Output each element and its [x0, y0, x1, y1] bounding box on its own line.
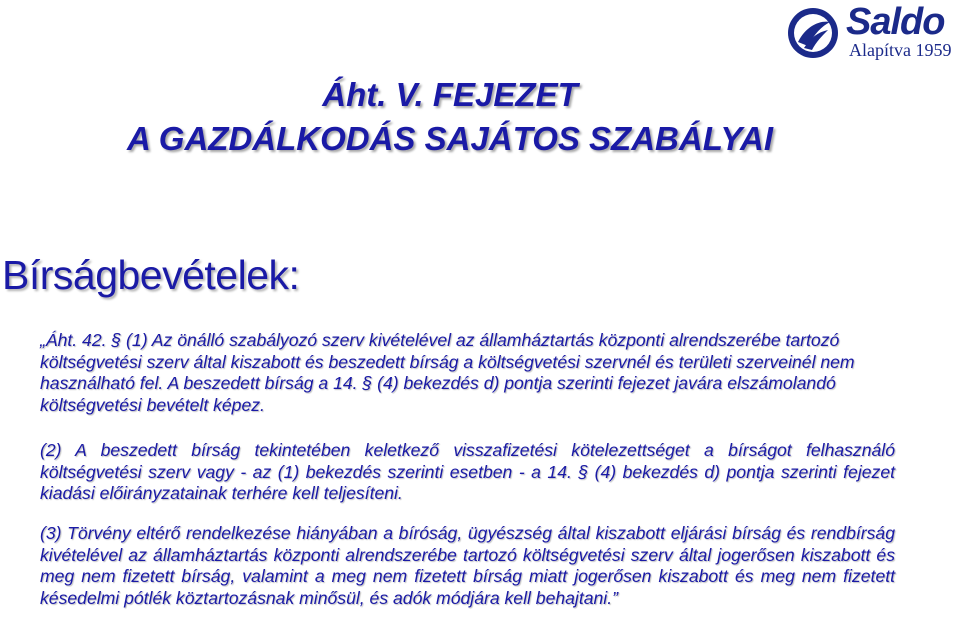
slide-title [0, 73, 900, 161]
saldo-logo [786, 2, 956, 62]
paragraph-2: (2) A beszedett bírság tekintetében keletkező visszafizetési kötelezettséget a bírságot felhasználó költségvetési szerv vagy - az (1) bekezdés szerinti esetben - a 14. § (4) bekezdés d) pontja szerinti fejezet kiadási előirányzatainak terhére kell teljesíteni. [40, 440, 895, 503]
section-heading: Bírságbevételek: [2, 252, 300, 298]
title-line-1: Áht. V. FEJEZET [322, 76, 578, 113]
logo-wordmark: Saldo [846, 1, 945, 43]
paragraph-3: (3) Törvény eltérő rendelkezése hiányában a bíróság, ügyészség által kiszabott eljárási bírság és rendbírság kivételével az államháztartás központi alrendszerébe tartozó költségvetési szerv által jogerősen kiszabott és meg nem fizetett bírság, valamint a meg nem fizetett bírság miatt jogerősen kiszabott és meg nem fizetett késedelmi pótlék köztartozásnak minősül, és adók módjára kell behajtani.” [40, 523, 895, 608]
title-line-2: A GAZDÁLKODÁS SAJÁTOS SZABÁLYAI [127, 120, 773, 157]
saldo-logo-mark-icon [786, 6, 840, 60]
paragraph-1: „Áht. 42. § (1) Az önálló szabályozó szerv kivételével az államháztartás központi alrendszerébe tartozó költségvetési szerv által kiszabott és beszedett bírság a költségvetési szervnél és területi szerveinél nem használható fel. A beszedett bírság a 14. § (4) bekezdés d) pontja szerinti fejezet javára elszámolandó költségvetési bevételt képez. [40, 330, 855, 415]
logo-tagline: Alapítva 1959 [849, 40, 952, 60]
